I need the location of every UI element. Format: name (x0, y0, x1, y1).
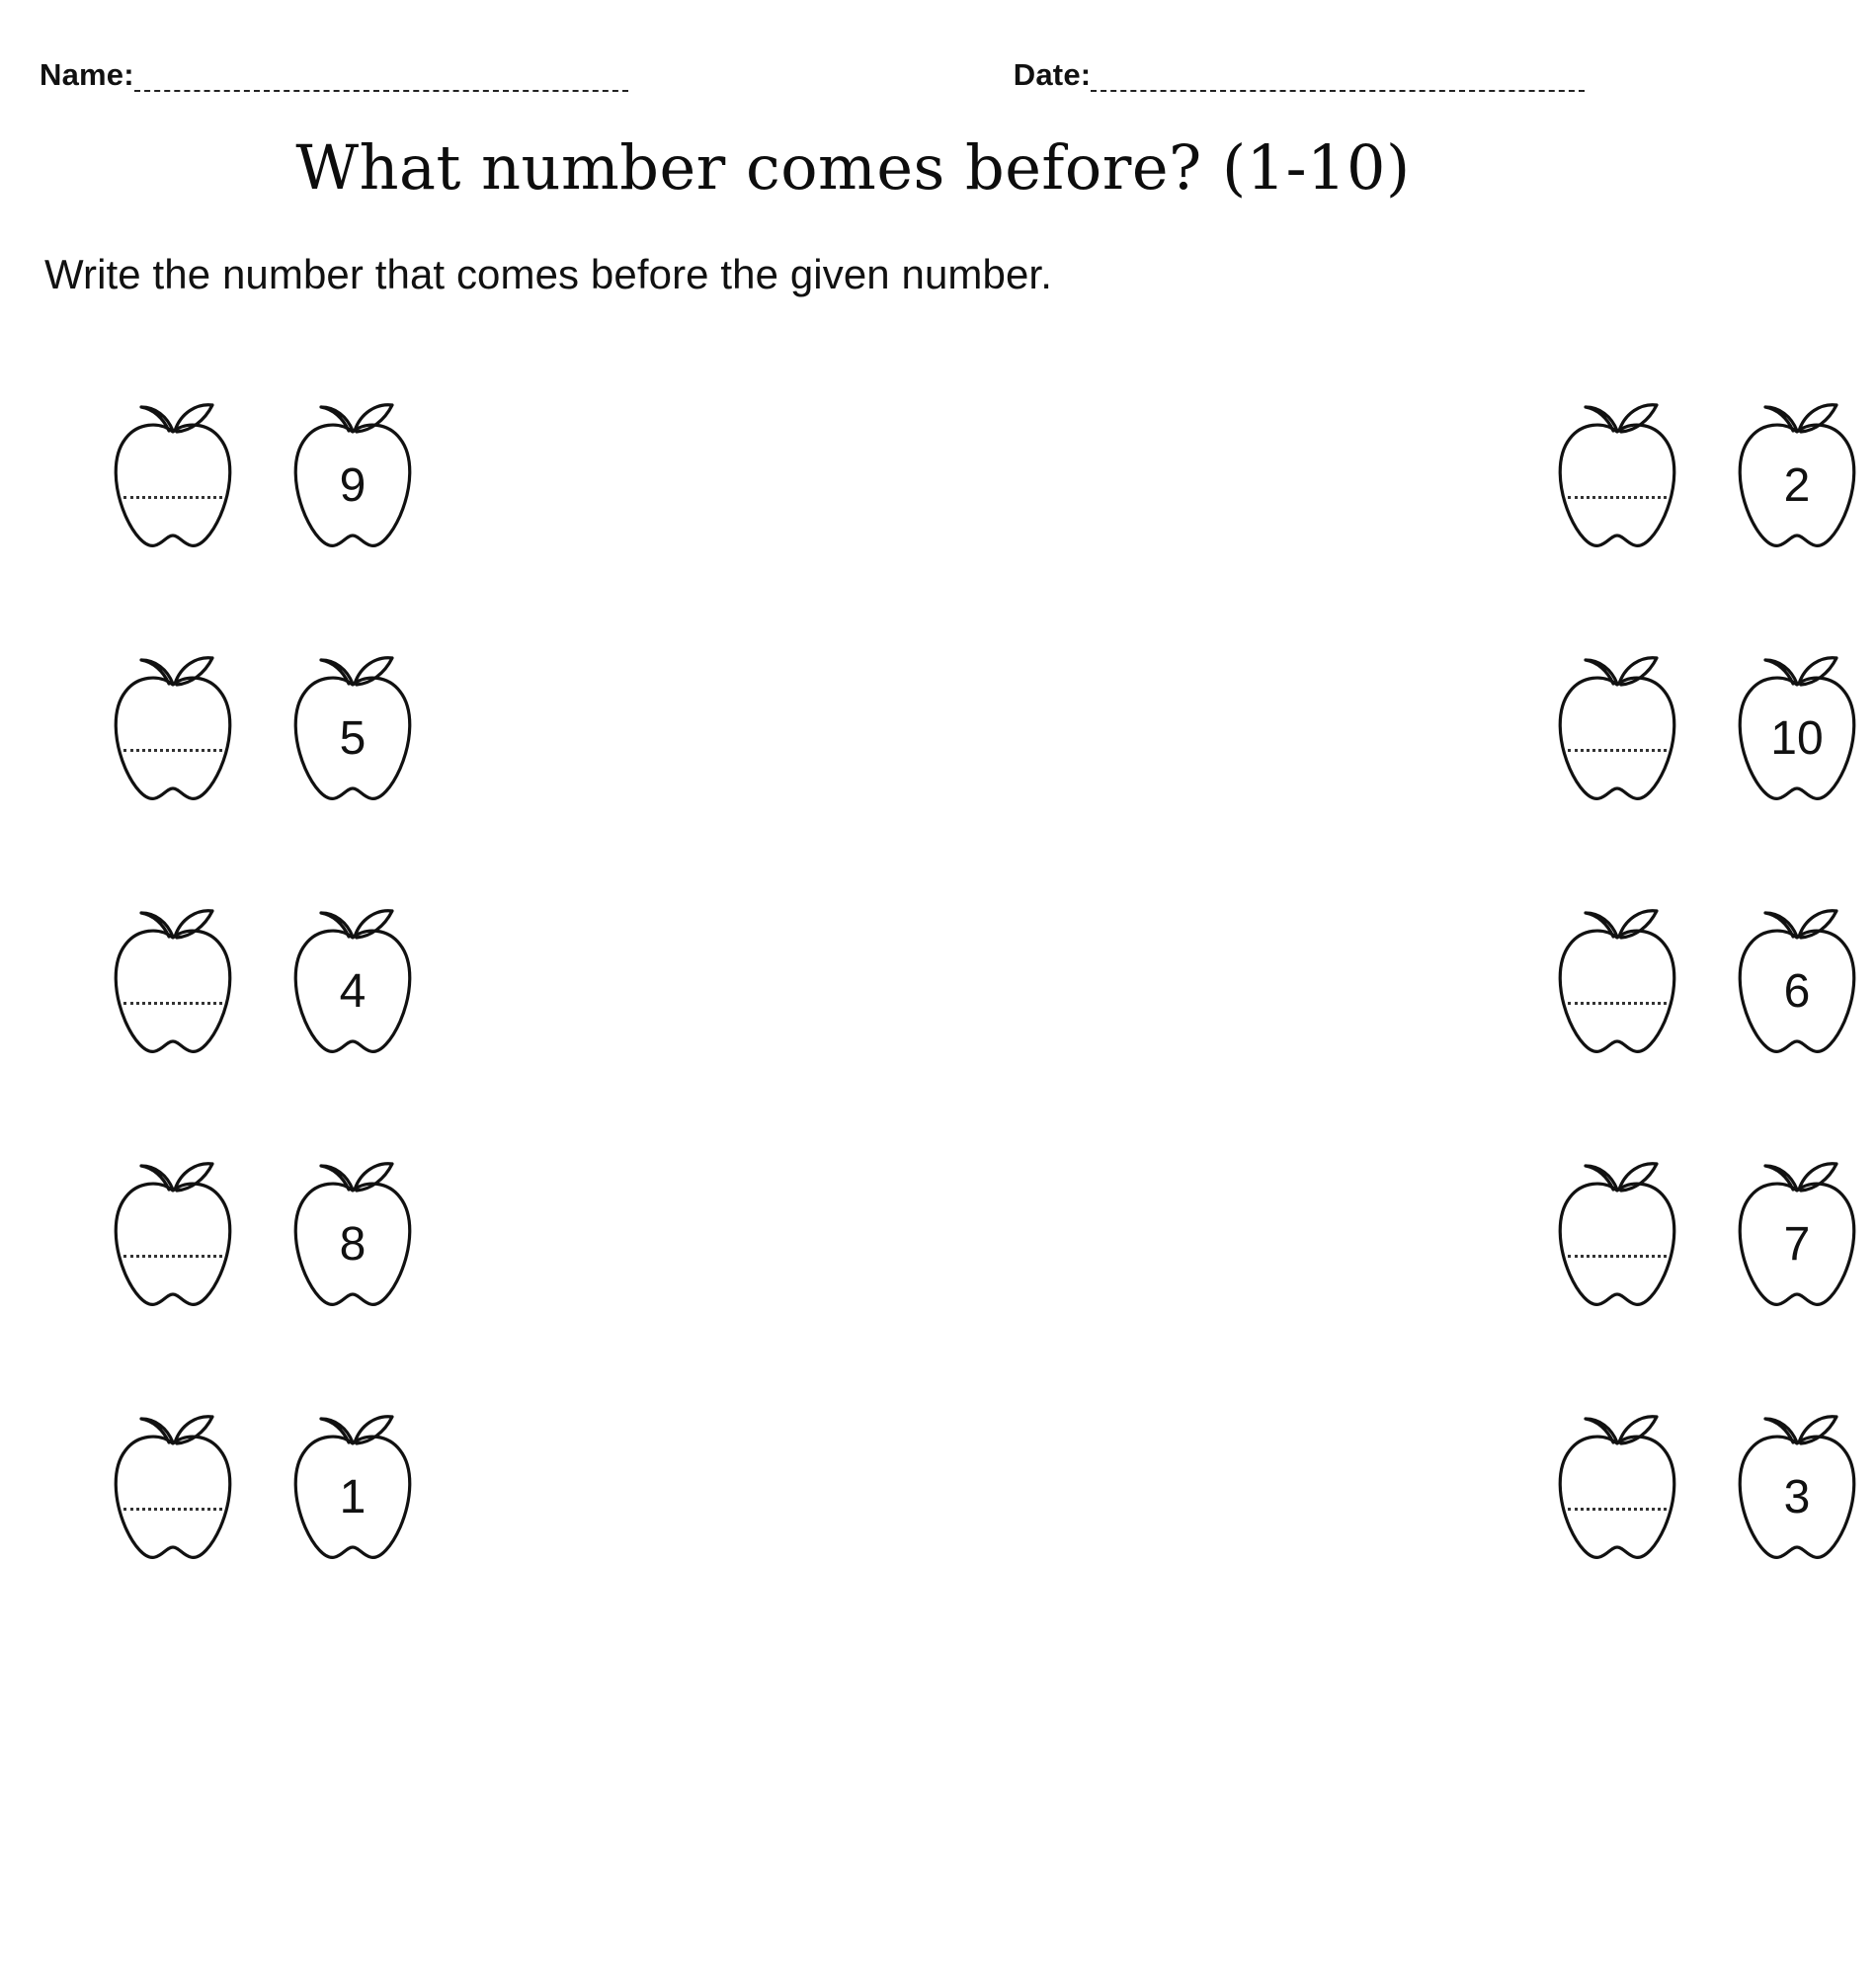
name-label: Name: (40, 57, 134, 92)
problem-item (0, 1109, 432, 1361)
problem-item (0, 1361, 432, 1614)
problem-item (432, 603, 1876, 856)
given-apple (274, 385, 432, 568)
date-label: Date: (1013, 57, 1092, 92)
answer-apple[interactable] (94, 1144, 252, 1327)
answer-apple[interactable] (94, 1397, 252, 1580)
given-apple (1718, 638, 1876, 821)
answer-blank[interactable] (123, 749, 222, 752)
given-number: 10 (1770, 711, 1824, 765)
apple-pair (94, 891, 432, 1074)
given-number: 8 (339, 1217, 367, 1271)
answer-blank[interactable] (1568, 749, 1667, 752)
answer-apple[interactable] (94, 638, 252, 821)
given-number: 5 (339, 711, 367, 765)
answer-blank[interactable] (123, 1255, 222, 1258)
problem-item (432, 1361, 1876, 1614)
given-number: 1 (339, 1470, 367, 1523)
answer-apple[interactable] (1538, 1397, 1696, 1580)
answer-apple[interactable] (1538, 1144, 1696, 1327)
given-number: 6 (1783, 964, 1811, 1018)
answer-apple[interactable] (94, 891, 252, 1074)
answer-blank[interactable] (1568, 1255, 1667, 1258)
given-apple (274, 1397, 432, 1580)
problem-item (0, 856, 432, 1109)
answer-apple[interactable] (1538, 638, 1696, 821)
given-apple (274, 891, 432, 1074)
problem-item (432, 856, 1876, 1109)
apple-pair (1538, 385, 1876, 568)
date-field[interactable] (1014, 59, 1586, 92)
answer-apple[interactable] (1538, 385, 1696, 568)
apple-pair (1538, 638, 1876, 821)
name-field[interactable] (40, 59, 628, 92)
given-number: 4 (339, 964, 367, 1018)
apple-pair (94, 1144, 432, 1327)
date-input-line[interactable] (1091, 64, 1585, 92)
answer-apple[interactable] (1538, 891, 1696, 1074)
page-title: What number comes before? (1-10) (295, 131, 1411, 204)
answer-blank[interactable] (1568, 496, 1667, 499)
problem-item (432, 1109, 1876, 1361)
answer-apple[interactable] (94, 385, 252, 568)
answer-blank[interactable] (123, 1002, 222, 1005)
apple-pair (94, 638, 432, 821)
apple-pair (94, 385, 432, 568)
given-number: 3 (1783, 1470, 1811, 1523)
answer-blank[interactable] (123, 496, 222, 499)
answer-blank[interactable] (1568, 1002, 1667, 1005)
apple-pair (1538, 891, 1876, 1074)
given-apple (274, 638, 432, 821)
name-input-line[interactable] (134, 64, 628, 92)
problem-item (0, 603, 432, 856)
instruction-text: Write the number that comes before the given number. (44, 251, 1052, 297)
given-number: 7 (1783, 1217, 1811, 1271)
apple-pair (1538, 1144, 1876, 1327)
given-apple (1718, 385, 1876, 568)
problem-grid (0, 350, 1824, 1614)
given-apple (274, 1144, 432, 1327)
apple-pair (94, 1397, 432, 1580)
problem-item (432, 350, 1876, 603)
problem-item (0, 350, 432, 603)
apple-pair (1538, 1397, 1876, 1580)
answer-blank[interactable] (123, 1508, 222, 1511)
worksheet-header (0, 0, 1706, 92)
given-number: 2 (1783, 458, 1811, 512)
given-apple (1718, 1144, 1876, 1327)
given-apple (1718, 891, 1876, 1074)
answer-blank[interactable] (1568, 1508, 1667, 1511)
given-number: 9 (339, 458, 367, 512)
given-apple (1718, 1397, 1876, 1580)
